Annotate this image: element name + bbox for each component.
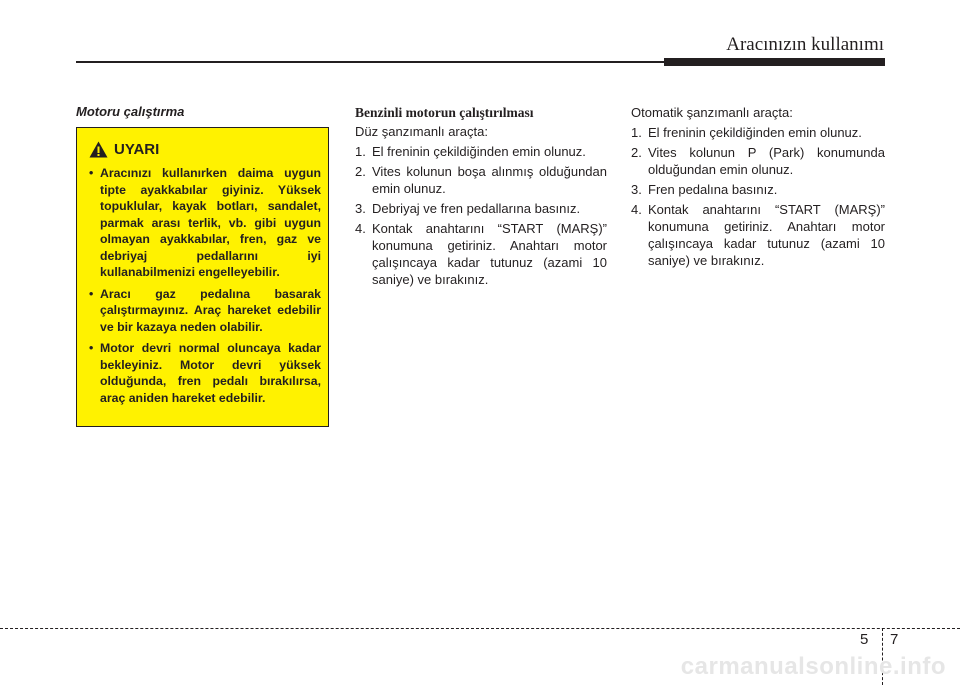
warning-header: [89, 141, 321, 158]
automatic-intro: Otomatik şanzımanlı araçta:: [631, 105, 793, 120]
step-item: 2. Vites kolunun P (Park) konumunda olduğundan emin olunuz.: [631, 145, 885, 177]
step-item: 4. Kontak anahtarını “START (MARŞ)” konumuna getiriniz. Anahtarı motor çalışıncaya kadar tutunuz (azami 10 saniye) ve bırakınız.: [631, 202, 885, 268]
warning-triangle-icon: [89, 141, 114, 158]
warning-title: UYARI: [114, 141, 160, 158]
header-rule-thick: [664, 58, 885, 66]
warning-list: [89, 165, 321, 406]
step-item: 4. Kontak anahtarını “START (MARŞ)” konumuna getiriniz. Anahtarı motor çalışıncaya kadar tutunuz (azami 10 saniye) ve bırakınız.: [355, 221, 607, 287]
warning-box: [76, 127, 329, 427]
watermark: carmanualsonline.info: [680, 653, 946, 680]
step-item: 3. Debriyaj ve fren pedallarına basınız.: [355, 201, 581, 216]
step-item: 1. El freninin çekildiğinden emin olunuz.: [631, 125, 862, 140]
bullet-icon: •: [89, 286, 94, 301]
warning-item: • Aracı gaz pedalına basarak çalıştırmayınız. Araç hareket edebilir ve bir kazaya neden olabilir.: [89, 286, 321, 334]
step-item: 2. Vites kolunun boşa alınmış olduğundan emin olunuz.: [355, 164, 607, 196]
chapter-number: 5: [860, 631, 869, 648]
page-header-title: Aracınızın kullanımı: [726, 34, 884, 55]
footer-dashed-line: [0, 628, 960, 629]
manual-transmission-column: [355, 104, 607, 291]
section-title: Motoru çalıştırma: [76, 104, 185, 119]
warning-item: • Motor devri normal oluncaya kadar bekleyiniz. Motor devri yüksek olduğunda, fren pedalı bırakılırsa, araç aniden hareket edebilir.: [89, 341, 321, 405]
manual-steps: [355, 143, 607, 288]
header-rule-thin: [76, 61, 664, 63]
automatic-transmission-column: [631, 104, 885, 272]
warning-item: • Aracınızı kullanırken daima uygun tipte ayakkabılar giyiniz. Yüksek topuklular, kayak botları, sandalet, parmak arası terlik, vb. gibi uygun olmayan ayakkabılar, fren, gaz ve debriyaj pedallarını iyi kullanabilmenizi engelleyebilir.: [89, 166, 321, 279]
page-number: 7: [890, 631, 899, 648]
step-item: 3. Fren pedalına basınız.: [631, 182, 778, 197]
manual-intro: Düz şanzımanlı araçta:: [355, 124, 488, 139]
subsection-title: Benzinli motorun çalıştırılması: [355, 105, 534, 120]
bullet-icon: •: [89, 166, 94, 180]
bullet-icon: •: [89, 341, 94, 355]
step-item: 1. El freninin çekildiğinden emin olunuz.: [355, 144, 586, 159]
automatic-steps: [631, 124, 885, 269]
